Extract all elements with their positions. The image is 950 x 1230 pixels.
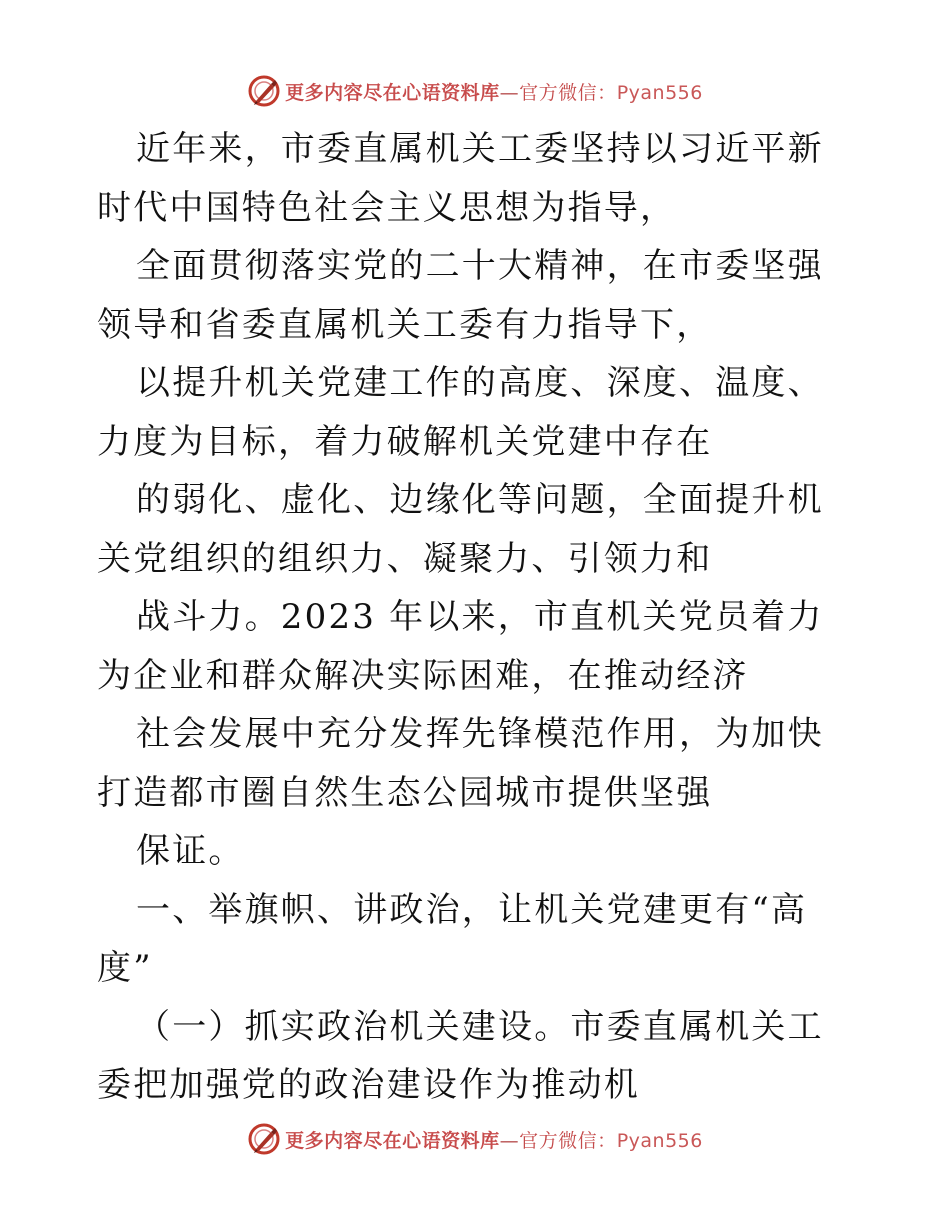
paragraph-4: 的弱化、虚化、边缘化等问题，全面提升机关党组织的组织力、凝聚力、引领力和 (97, 480, 824, 579)
watermark-footer (0, 1119, 950, 1159)
paragraph-3: 以提升机关党建工作的高度、深度、温度、力度为目标，着力破解机关党建中存在 (97, 363, 824, 462)
watermark-main-text: 更多内容尽在心语资料库 (285, 1129, 500, 1152)
paragraph-6: 社会发展中充分发挥先锋模范作用，为加快打造都市圈自然生态公园城市提供坚强 (97, 714, 824, 813)
document-body (97, 120, 857, 1115)
watermark-separator: — (499, 81, 520, 104)
watermark-separator: — (499, 1129, 520, 1152)
paragraph-2: 全面贯彻落实党的二十大精神，在市委坚强领导和省委直属机关工委有力指导下， (97, 246, 824, 345)
pen-logo-icon (247, 1122, 281, 1156)
watermark-wechat-id: Pyan556 (616, 1129, 703, 1152)
paragraph-7: 保证。 (136, 831, 245, 871)
pen-logo-icon (247, 74, 281, 108)
paragraph-1: 近年来，市委直属机关工委坚持以习近平新时代中国特色社会主义思想为指导， (97, 129, 824, 228)
watermark-wechat-label: 官方微信： (519, 81, 617, 104)
watermark-main-text: 更多内容尽在心语资料库 (285, 81, 500, 104)
watermark-wechat-id: Pyan556 (616, 81, 703, 104)
section-heading: 一、举旗帜、讲政治，让机关党建更有“高度” (97, 889, 808, 988)
watermark-text (285, 78, 703, 105)
paragraph-9: （一）抓实政治机关建设。市委直属机关工委把加强党的政治建设作为推动机 (97, 1006, 824, 1105)
watermark-text (285, 1126, 703, 1153)
watermark-header (0, 71, 950, 111)
watermark-wechat-label: 官方微信： (519, 1129, 617, 1152)
paragraph-5: 战斗力。2023 年以来，市直机关党员着力为企业和群众解决实际困难，在推动经济 (97, 597, 824, 696)
